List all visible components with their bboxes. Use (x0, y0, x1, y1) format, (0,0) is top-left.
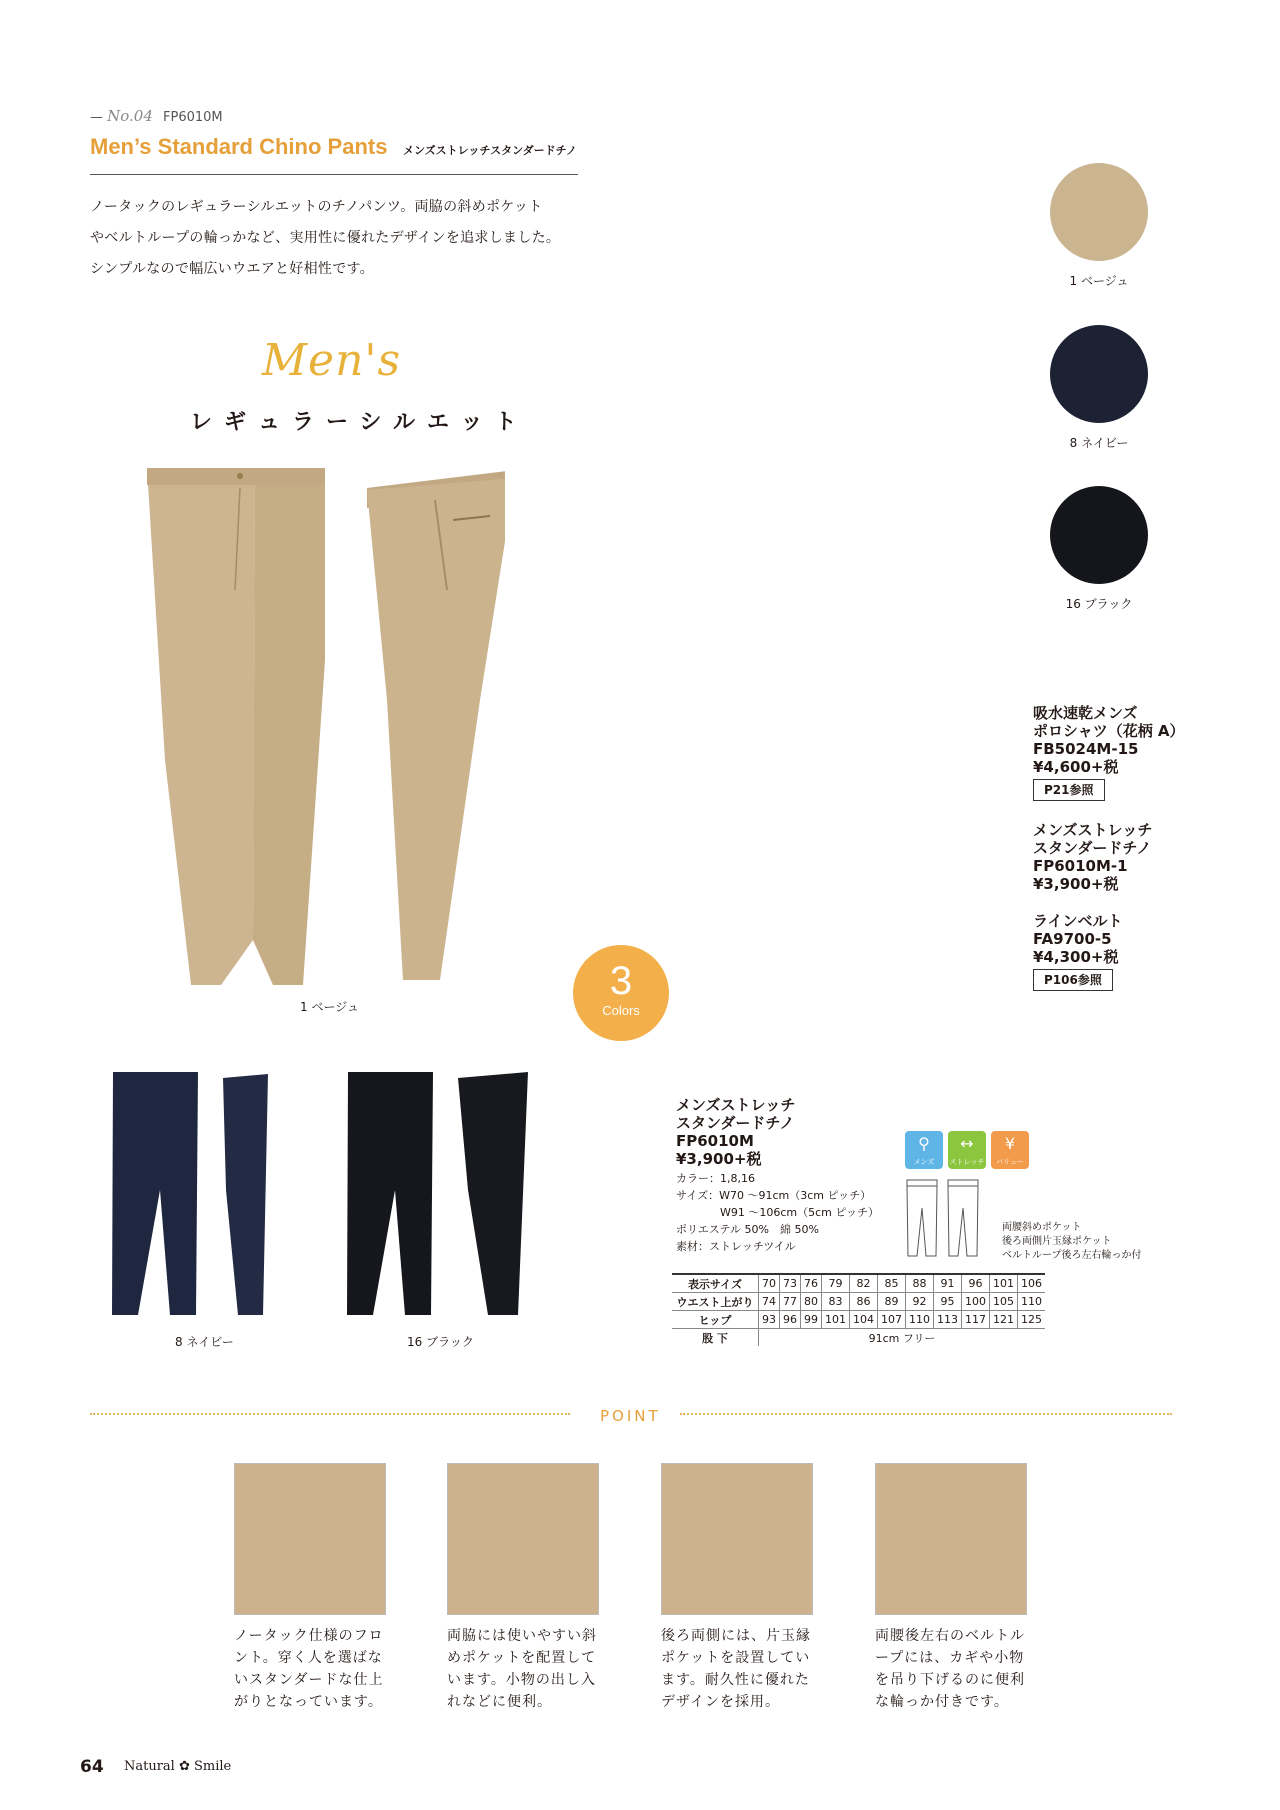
coord-line: スタンダードチノ (1033, 839, 1152, 857)
mens-script-title: Men's (262, 335, 402, 386)
cell: 77 (780, 1293, 801, 1311)
cell: 104 (850, 1311, 878, 1329)
coord-line: ¥4,300+税 (1033, 948, 1119, 966)
cell: 125 (1021, 1313, 1042, 1326)
row-header: ウエスト上がり (672, 1293, 759, 1311)
coord-line: ¥4,600+税 (1033, 758, 1119, 776)
spec-detail-line: サイズ：W70 〜91cm（3cm ピッチ） (676, 1189, 872, 1202)
row-header: 股 下 (672, 1329, 759, 1347)
coord-line: メンズストレッチ (1033, 821, 1153, 839)
colors-count: 3 (609, 959, 633, 1003)
size-table (672, 1273, 1045, 1346)
cell: 76 (801, 1274, 822, 1293)
coord-line: ラインベルト (1033, 912, 1123, 930)
mens-icon: ⚲ メンズ (905, 1131, 943, 1169)
pants-line-drawing (902, 1178, 984, 1260)
point-text: 両腰後左右のベルトループには、カギや小物を吊り下げるのに便利な輪っか付きです。 (875, 1628, 1025, 1710)
product-code: FP6010M (163, 110, 223, 125)
silhouette-label: レギュラーシルエット (190, 410, 529, 435)
page-number: 64 (80, 1757, 104, 1777)
spec-block (676, 1096, 926, 1255)
cell: 100 (962, 1293, 990, 1311)
coord-line: FB5024M-15 (1033, 740, 1139, 758)
stretch-icon: ↔ ストレッチ (948, 1131, 986, 1169)
cell: 74 (759, 1293, 780, 1311)
swatch-beige (1050, 163, 1148, 261)
icon-label: ストレッチ (949, 1158, 985, 1166)
product-description (90, 192, 610, 285)
description-line: シンプルなので幅広いウエアと好相性です。 (90, 261, 374, 277)
cell: 91 (934, 1274, 962, 1293)
point-image-front (234, 1463, 386, 1615)
swatch-navy (1050, 325, 1148, 423)
coord-line: FP6010M-1 (1033, 857, 1128, 875)
cell: 101 (990, 1274, 1018, 1293)
cell: 88 (906, 1274, 934, 1293)
point-image-belt-loop (875, 1463, 1027, 1615)
feature-line: ベルトループ後ろ左右輪っか付 (1002, 1250, 1142, 1261)
coord-line: ポロシャツ（花柄 A） (1033, 722, 1185, 740)
cell: 82 (850, 1274, 878, 1293)
page-title: Men’s Standard Chino Pants (90, 134, 388, 159)
value-icon: ¥ バリュー (991, 1131, 1029, 1169)
spec-detail-line: 素材：ストレッチツイル (676, 1240, 796, 1253)
variant-caption: 16 ブラック (407, 1335, 474, 1349)
cell: 80 (801, 1293, 822, 1311)
brand-logo: Natural ✿ Smile (124, 1759, 232, 1774)
description-line: やベルトループの輪っかなど、実用性に優れたデザインを追求しました。 (90, 230, 561, 246)
cell: 91cm フリー (868, 1331, 936, 1345)
point-divider-left (90, 1413, 570, 1415)
cell: 73 (780, 1274, 801, 1293)
cell: 85 (878, 1274, 906, 1293)
spec-code: FP6010M (676, 1132, 754, 1150)
table-row (672, 1329, 1045, 1347)
title-divider (90, 174, 578, 175)
cell: 105 (990, 1293, 1018, 1311)
main-color-caption: 1 ベージュ (300, 1000, 359, 1014)
cell: 86 (850, 1293, 878, 1311)
cell: 95 (934, 1293, 962, 1311)
cell: 99 (801, 1311, 822, 1329)
cell: 96 (962, 1274, 990, 1293)
variant-pants-image (108, 1070, 548, 1320)
colors-badge (573, 945, 669, 1041)
description-line: ノータックのレギュラーシルエットのチノパンツ。両脇の斜めポケット (90, 199, 543, 215)
colors-text: Colors (602, 1003, 640, 1018)
cell: 79 (822, 1274, 850, 1293)
cell: 93 (759, 1311, 780, 1329)
row-header: ヒップ (672, 1311, 759, 1329)
product-number: No.04 (107, 107, 153, 125)
spec-price: ¥3,900+税 (676, 1150, 762, 1168)
icon-label: メンズ (913, 1158, 935, 1166)
variant-caption: 8 ネイビー (175, 1335, 234, 1349)
cell: 107 (878, 1311, 906, 1329)
swatch-label: 16 ブラック (1065, 597, 1133, 611)
point-text: 両脇には使いやすい斜めポケットを配置しています。小物の出し入れなどに便利。 (447, 1628, 597, 1710)
feature-line: 後ろ両側片玉縁ポケット (1002, 1236, 1112, 1247)
cell: 117 (962, 1311, 990, 1329)
page-subtitle: メンズストレッチスタンダードチノ (403, 144, 577, 157)
point-image-back-pocket (661, 1463, 813, 1615)
swatch-label: 8 ネイビー (1069, 436, 1129, 450)
cell: 110 (1021, 1295, 1042, 1308)
feature-line: 両腰斜めポケット (1002, 1222, 1082, 1233)
row-header: 表示サイズ (672, 1274, 759, 1293)
spec-name: スタンダードチノ (676, 1114, 795, 1132)
coord-line: 吸水速乾メンズ (1033, 704, 1138, 722)
point-text: 後ろ両側には、片玉縁ポケットを設置しています。耐久性に優れたデザインを採用。 (661, 1628, 811, 1710)
coordinate-item (1033, 912, 1233, 991)
cell: 92 (906, 1293, 934, 1311)
cell: 113 (934, 1311, 962, 1329)
cell: 106 (1021, 1277, 1042, 1290)
icon-label: バリュー (996, 1158, 1024, 1166)
page-reference: P21参照 (1033, 779, 1105, 801)
swatch-black (1050, 486, 1148, 584)
table-row (672, 1274, 1045, 1293)
cell: 121 (990, 1311, 1018, 1329)
cell: 70 (759, 1274, 780, 1293)
point-divider-right (680, 1413, 1172, 1415)
swatch-label: 1 ベージュ (1069, 274, 1129, 288)
cell: 83 (822, 1293, 850, 1311)
beige-pants-image (135, 460, 505, 1000)
table-row (672, 1311, 1045, 1329)
cell: 96 (780, 1311, 801, 1329)
spec-detail-line: ポリエステル 50% 綿 50% (676, 1223, 819, 1236)
spec-detail-line: W91 〜106cm（5cm ピッチ） (676, 1206, 879, 1219)
cell: 101 (822, 1311, 850, 1329)
spec-name: メンズストレッチ (676, 1096, 796, 1114)
point-text: ノータック仕様のフロント。穿く人を選ばないスタンダードな仕上がりとなっています。 (234, 1628, 384, 1710)
coordinate-item (1033, 821, 1233, 893)
point-image-pocket (447, 1463, 599, 1615)
spec-details (676, 1170, 926, 1255)
table-row (672, 1293, 1045, 1311)
feature-notes (1002, 1221, 1142, 1263)
spec-detail-line: カラー：1,8,16 (676, 1172, 755, 1185)
page-reference: P106参照 (1033, 969, 1113, 991)
coord-line: FA9700-5 (1033, 930, 1112, 948)
coord-line: ¥3,900+税 (1033, 875, 1119, 893)
cell: 89 (878, 1293, 906, 1311)
coordinate-item (1033, 704, 1233, 801)
product-serial: — No.04 FP6010M (90, 107, 223, 125)
cell: 110 (906, 1311, 934, 1329)
point-heading: POINT (600, 1407, 661, 1425)
